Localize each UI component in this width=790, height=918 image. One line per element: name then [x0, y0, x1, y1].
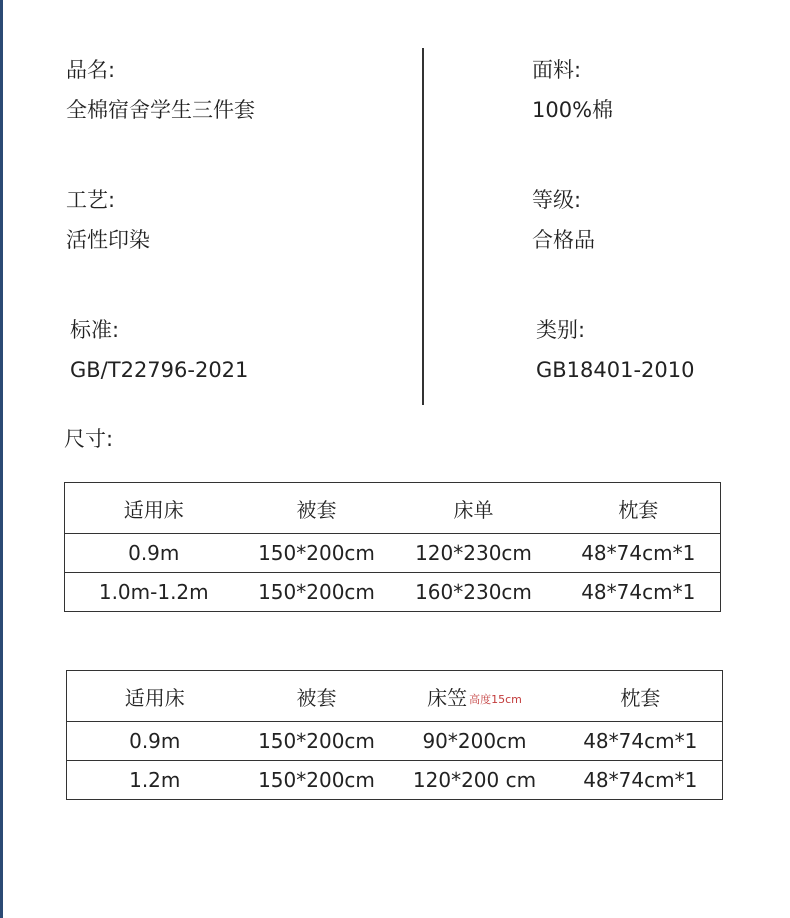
table-cell: 48*74cm*1: [557, 534, 721, 573]
table-cell: 0.9m: [65, 534, 243, 573]
height-note: 高度15cm: [469, 693, 522, 706]
field-craft: [66, 186, 150, 254]
field-grade: [532, 186, 595, 254]
standard-value: GB/T22796-2021: [70, 358, 249, 382]
craft-value: 活性印染: [66, 228, 150, 252]
table-cell: 90*200cm: [391, 722, 559, 761]
table-cell: 1.0m-1.2m: [98, 580, 209, 604]
table-row: [65, 534, 721, 573]
table-header-cell: 被套: [243, 483, 391, 534]
table-row: [65, 573, 721, 612]
table-cell: 120*200 cm: [412, 768, 537, 792]
table-cell: 120*230cm: [391, 534, 557, 573]
table-cell: 48*74cm*1: [583, 768, 698, 792]
field-fabric: [532, 56, 613, 124]
fabric-label: 面料:: [532, 58, 582, 82]
table-header-cell: 枕套: [559, 671, 723, 722]
table-header-text: 床笠: [427, 685, 468, 710]
table-cell: 150*200cm: [258, 580, 375, 604]
table-row: [67, 722, 723, 761]
fabric-value: 100%棉: [532, 98, 614, 122]
field-standard: [70, 316, 248, 384]
table-2-header-row: [67, 671, 723, 722]
table-cell: 0.9m: [67, 722, 243, 761]
vertical-divider: [422, 48, 424, 405]
table-cell: 150*200cm: [258, 768, 375, 792]
grade-label: 等级:: [532, 188, 582, 212]
craft-label: 工艺:: [66, 188, 116, 212]
table-cell: 48*74cm*1: [581, 580, 696, 604]
table-row: [67, 761, 723, 800]
table-header-cell: 被套: [243, 671, 391, 722]
product-name-label: 品名:: [66, 58, 116, 82]
table-header-cell: 枕套: [557, 483, 721, 534]
category-label: 类别:: [536, 318, 586, 342]
size-table-2: [66, 670, 723, 800]
standard-label: 标准:: [70, 318, 120, 342]
product-name-value: 全棉宿舍学生三件套: [66, 98, 255, 122]
size-section-title: 尺寸:: [64, 427, 114, 451]
category-value: GB18401-2010: [536, 358, 695, 382]
table-cell: 160*230cm: [415, 580, 532, 604]
size-table-1: [64, 482, 721, 612]
field-category: [536, 316, 695, 384]
table-header-cell-with-note: [391, 671, 559, 722]
table-1-header-row: [65, 483, 721, 534]
table-cell: 150*200cm: [243, 534, 391, 573]
grade-value: 合格品: [532, 228, 595, 252]
table-header-cell: 适用床: [65, 483, 243, 534]
table-header-cell: 适用床: [67, 671, 243, 722]
table-cell: 1.2m: [129, 768, 181, 792]
table-cell: 48*74cm*1: [559, 722, 723, 761]
table-cell: 150*200cm: [243, 722, 391, 761]
left-edge-bar: [0, 0, 3, 918]
field-product-name: [66, 56, 255, 124]
table-header-cell: 床单: [391, 483, 557, 534]
